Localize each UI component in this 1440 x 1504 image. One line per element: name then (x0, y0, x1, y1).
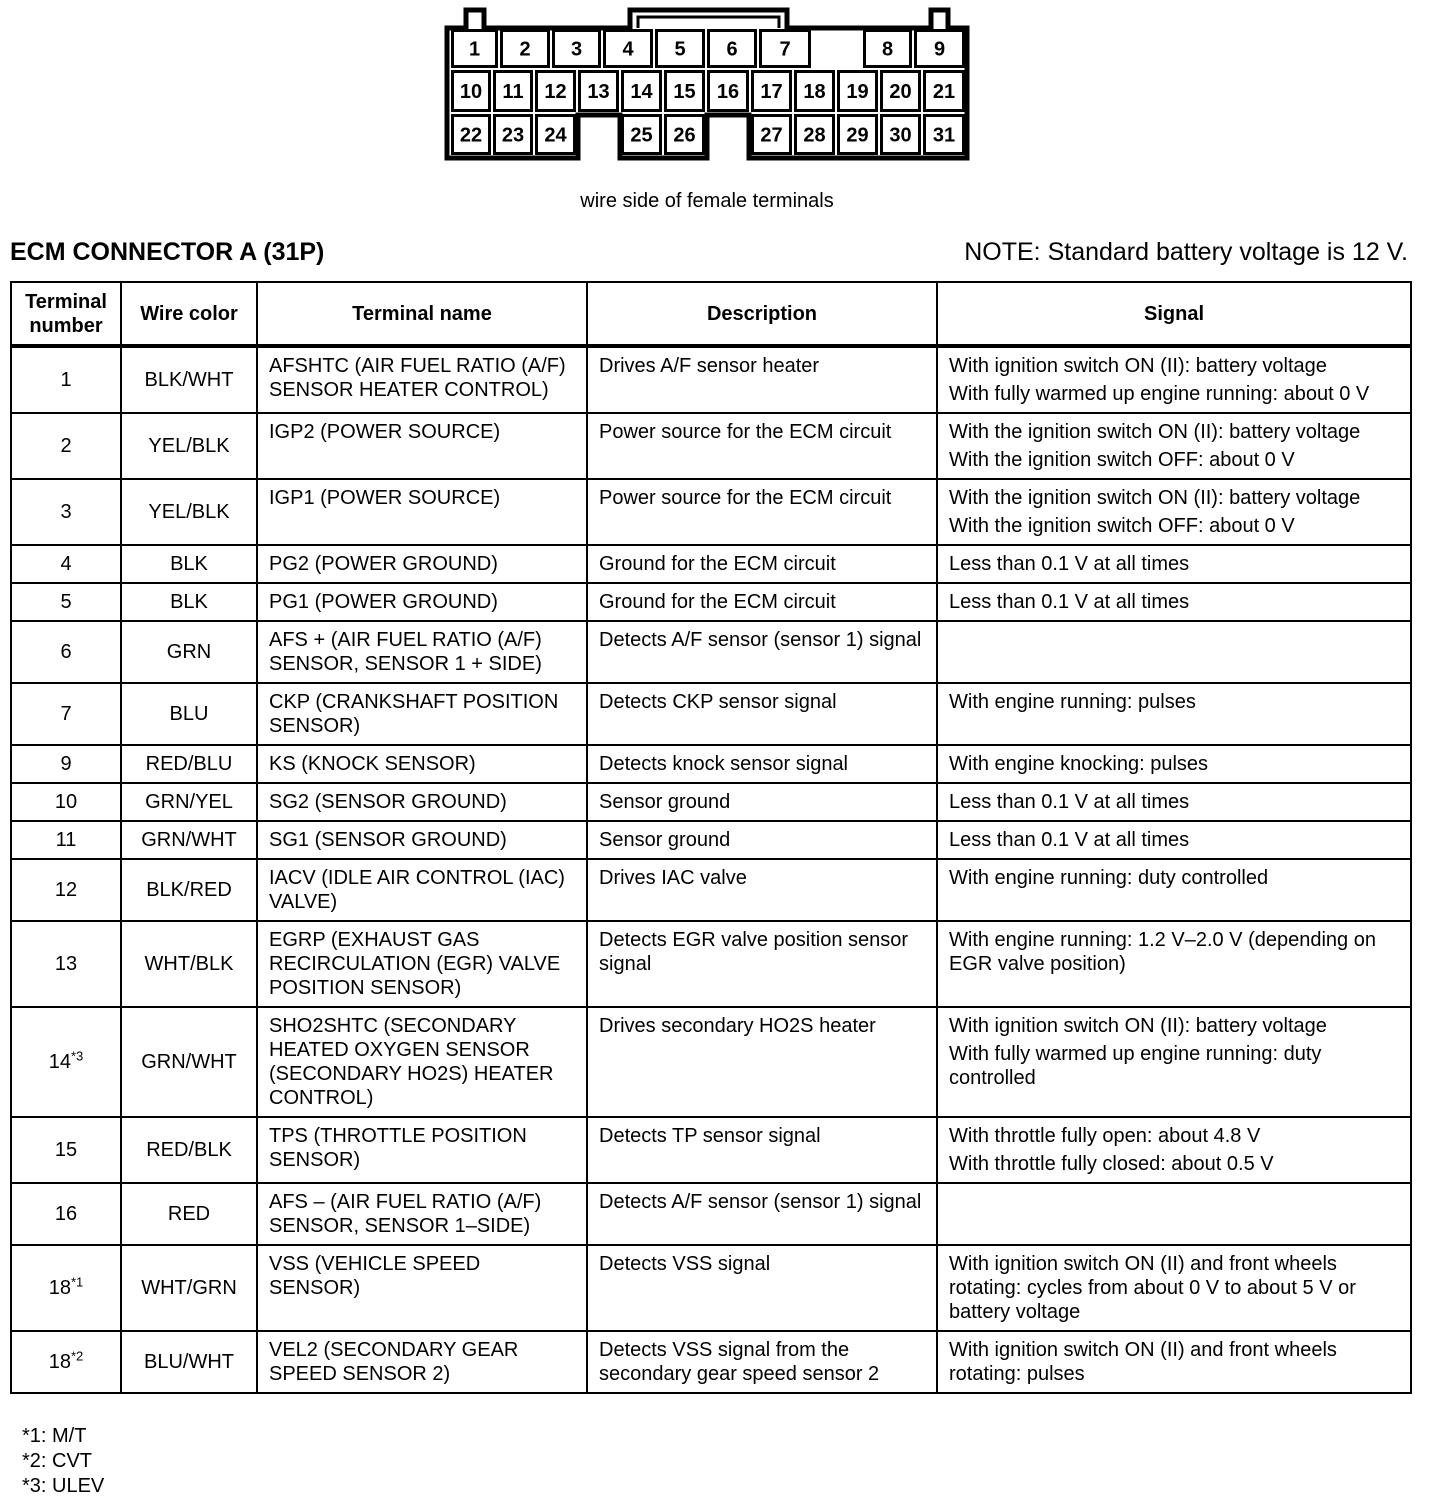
cell-terminal-name: IGP1 (POWER SOURCE) (257, 479, 587, 545)
connector-terminal-label: 23 (501, 124, 525, 147)
cell-terminal-number (11, 583, 121, 621)
cell-terminal-number (11, 621, 121, 683)
signal-line: With the ignition switch ON (II): battery voltage (949, 421, 1361, 443)
terminal-number: 18 (48, 1277, 71, 1299)
connector-terminal-label: 17 (760, 81, 783, 103)
table-row (11, 859, 1411, 921)
cell-wire-color: BLU (121, 683, 257, 745)
table-row (11, 346, 1411, 413)
cell-terminal-number (11, 413, 121, 479)
cell-signal (937, 745, 1411, 783)
connector-terminal-label: 10 (459, 81, 483, 103)
connector-terminal-label: 9 (933, 38, 946, 61)
footnote-item: *2: CVT (22, 1450, 93, 1472)
cell-signal (937, 1331, 1411, 1393)
connector-terminal-label: 7 (779, 38, 791, 61)
cell-wire-color: YEL/BLK (121, 479, 257, 545)
cell-description: Detects TP sensor signal (587, 1117, 937, 1183)
connector-terminal-label: 29 (846, 124, 869, 147)
signal-line: With ignition switch ON (II): battery voltage (949, 1015, 1327, 1037)
cell-terminal-number (11, 859, 121, 921)
cell-terminal-name: AFSHTC (AIR FUEL RATIO (A/F) SENSOR HEATER CONTROL) (257, 346, 587, 413)
cell-terminal-name: AFS – (AIR FUEL RATIO (A/F) SENSOR, SENSOR 1–SIDE) (257, 1183, 587, 1245)
connector-terminal-label: 3 (570, 38, 583, 61)
cell-terminal-name: IGP2 (POWER SOURCE) (257, 413, 587, 479)
connector-terminal-label: 5 (674, 38, 686, 61)
header-terminal-line1: Terminal (25, 290, 107, 313)
connector-terminal-label: 8 (881, 38, 894, 61)
terminal-number: 4 (60, 553, 72, 575)
signal-line: With engine running: pulses (949, 691, 1196, 713)
page-title: ECM CONNECTOR A (31P) (10, 238, 325, 266)
cell-terminal-name: VEL2 (SECONDARY GEAR SPEED SENSOR 2) (257, 1331, 587, 1393)
cell-wire-color: GRN/YEL (121, 783, 257, 821)
terminal-number: 1 (60, 369, 72, 391)
cell-signal (937, 413, 1411, 479)
cell-terminal-number (11, 821, 121, 859)
table-row (11, 621, 1411, 683)
header-terminal-name: Terminal name (257, 282, 587, 346)
cell-signal (937, 921, 1411, 1007)
terminal-number: 3 (60, 501, 72, 523)
cell-description: Drives IAC valve (587, 859, 937, 921)
connector-terminal-label: 18 (803, 81, 826, 103)
table-row (11, 1117, 1411, 1183)
connector-caption: wire side of female terminals (580, 190, 834, 212)
cell-description: Detects CKP sensor signal (587, 683, 937, 745)
cell-terminal-number (11, 783, 121, 821)
cell-description: Detects VSS signal from the secondary gear speed sensor 2 (587, 1331, 937, 1393)
cell-wire-color: YEL/BLK (121, 413, 257, 479)
connector-diagram (0, 0, 1440, 170)
header-wire-color: Wire color (121, 282, 257, 346)
cell-signal (937, 1117, 1411, 1183)
terminal-number: 6 (60, 641, 72, 663)
footnotes (22, 1424, 104, 1499)
table-row (11, 479, 1411, 545)
cell-wire-color: WHT/GRN (121, 1245, 257, 1331)
cell-terminal-name: IACV (IDLE AIR CONTROL (IAC) VALVE) (257, 859, 587, 921)
cell-wire-color: BLK (121, 545, 257, 583)
terminal-number: 14 (48, 1051, 71, 1073)
footnote-item: *1: M/T (22, 1425, 87, 1447)
cell-wire-color: GRN (121, 621, 257, 683)
cell-wire-color: BLK (121, 583, 257, 621)
cell-wire-color: BLU/WHT (121, 1331, 257, 1393)
connector-terminal-label: 26 (673, 124, 696, 147)
cell-signal (937, 1245, 1411, 1331)
cell-wire-color: GRN/WHT (121, 1007, 257, 1117)
cell-signal (937, 1183, 1411, 1245)
cell-terminal-name: CKP (CRANKSHAFT POSITION SENSOR) (257, 683, 587, 745)
cell-signal (937, 783, 1411, 821)
cell-description: Detects VSS signal (587, 1245, 937, 1331)
cell-signal (937, 621, 1411, 683)
footnote-item: *3: ULEV (22, 1475, 105, 1497)
connector-terminal-label: 27 (760, 124, 783, 147)
connector-terminal-label: 24 (544, 124, 567, 147)
header-terminal-number (11, 282, 121, 346)
terminal-number: 16 (54, 1203, 78, 1225)
signal-line: With ignition switch ON (II): battery voltage (949, 355, 1327, 377)
cell-terminal-number (11, 1007, 121, 1117)
terminal-number: 18 (48, 1351, 71, 1373)
cell-description: Detects A/F sensor (sensor 1) signal (587, 621, 937, 683)
table-row (11, 1183, 1411, 1245)
cell-terminal-number (11, 683, 121, 745)
cell-terminal-name: KS (KNOCK SENSOR) (257, 745, 587, 783)
cell-terminal-number (11, 346, 121, 413)
cell-description: Drives secondary HO2S heater (587, 1007, 937, 1117)
signal-line: With the ignition switch OFF: about 0 V (949, 449, 1295, 471)
cell-terminal-name: AFS + (AIR FUEL RATIO (A/F) SENSOR, SENSOR 1 + SIDE) (257, 621, 587, 683)
cell-description: Detects A/F sensor (sensor 1) signal (587, 1183, 937, 1245)
connector-terminal-label: 11 (502, 81, 524, 103)
signal-line: Less than 0.1 V at all times (949, 553, 1190, 575)
cell-description: Ground for the ECM circuit (587, 583, 937, 621)
cell-terminal-number (11, 479, 121, 545)
connector-terminal-label: 28 (803, 124, 826, 147)
terminal-number: 9 (60, 753, 72, 775)
cell-description: Detects EGR valve position sensor signal (587, 921, 937, 1007)
header-terminal-line2: number (29, 314, 103, 337)
cell-signal (937, 859, 1411, 921)
signal-line: Less than 0.1 V at all times (949, 791, 1190, 813)
signal-line: Less than 0.1 V at all times (949, 829, 1190, 851)
connector-terminal-label: 21 (932, 81, 956, 103)
cell-wire-color: BLK/WHT (121, 346, 257, 413)
connector-terminal-label: 31 (932, 124, 956, 147)
cell-description: Sensor ground (587, 821, 937, 859)
signal-line: With throttle fully closed: about 0.5 V (949, 1153, 1274, 1175)
cell-signal (937, 545, 1411, 583)
signal-line: With ignition switch ON (II) and front wheels rotating: pulses (949, 1339, 1337, 1385)
terminal-number: 11 (55, 829, 77, 851)
cell-terminal-name: PG2 (POWER GROUND) (257, 545, 587, 583)
cell-terminal-number (11, 1183, 121, 1245)
table-body (11, 346, 1411, 1393)
terminal-number: 15 (54, 1139, 78, 1161)
cell-wire-color: RED (121, 1183, 257, 1245)
footnote-marker: *1 (70, 1274, 84, 1290)
connector-terminal-label: 15 (673, 81, 696, 103)
cell-wire-color: WHT/BLK (121, 921, 257, 1007)
connector-terminal-label: 22 (459, 124, 483, 147)
signal-line: With ignition switch ON (II) and front wheels rotating: cycles from about 0 V to about 5 V or battery voltage (949, 1253, 1356, 1323)
cell-terminal-name: EGRP (EXHAUST GAS RECIRCULATION (EGR) VALVE POSITION SENSOR) (257, 921, 587, 1007)
cell-terminal-number (11, 1331, 121, 1393)
cell-terminal-name: SHO2SHTC (SECONDARY HEATED OXYGEN SENSOR (SECONDARY HO2S) HEATER CONTROL) (257, 1007, 587, 1117)
table-row (11, 545, 1411, 583)
signal-line: Less than 0.1 V at all times (949, 591, 1190, 613)
cell-description: Detects knock sensor signal (587, 745, 937, 783)
terminal-number: 2 (60, 435, 72, 457)
table-row (11, 921, 1411, 1007)
table-row (11, 821, 1411, 859)
cell-wire-color: RED/BLU (121, 745, 257, 783)
terminal-number: 13 (54, 953, 78, 975)
terminal-number: 5 (60, 591, 72, 613)
connector-terminal-label: 14 (630, 81, 653, 103)
signal-line: With throttle fully open: about 4.8 V (949, 1125, 1261, 1147)
cell-description: Ground for the ECM circuit (587, 545, 937, 583)
cell-description: Power source for the ECM circuit (587, 479, 937, 545)
cell-terminal-number (11, 1245, 121, 1331)
terminal-number: 12 (54, 879, 78, 901)
table-header-row (11, 282, 1411, 346)
cell-terminal-name: PG1 (POWER GROUND) (257, 583, 587, 621)
signal-line: With engine knocking: pulses (949, 753, 1209, 775)
cell-signal (937, 821, 1411, 859)
cell-terminal-number (11, 921, 121, 1007)
signal-line: With fully warmed up engine running: duty controlled (949, 1043, 1322, 1089)
cell-terminal-name: SG2 (SENSOR GROUND) (257, 783, 587, 821)
cell-terminal-number (11, 545, 121, 583)
connector-terminal-label: 4 (622, 38, 634, 61)
terminal-number: 10 (54, 791, 78, 813)
footnote-marker: *3 (70, 1048, 84, 1064)
cell-signal (937, 683, 1411, 745)
table-row (11, 745, 1411, 783)
table-row (11, 413, 1411, 479)
signal-line: With engine running: duty controlled (949, 867, 1269, 889)
connector-terminal-label: 25 (630, 124, 653, 147)
connector-terminal-label: 6 (726, 38, 738, 61)
cell-wire-color: RED/BLK (121, 1117, 257, 1183)
cell-terminal-name: SG1 (SENSOR GROUND) (257, 821, 587, 859)
table-row (11, 1007, 1411, 1117)
cell-terminal-name: VSS (VEHICLE SPEED SENSOR) (257, 1245, 587, 1331)
connector-terminal-label: 19 (846, 81, 869, 103)
cell-description: Power source for the ECM circuit (587, 413, 937, 479)
cell-signal (937, 1007, 1411, 1117)
cell-signal (937, 583, 1411, 621)
table-row (11, 1331, 1411, 1393)
cell-wire-color: GRN/WHT (121, 821, 257, 859)
signal-line: With the ignition switch OFF: about 0 V (949, 515, 1295, 537)
signal-line: With the ignition switch ON (II): battery voltage (949, 487, 1361, 509)
connector-terminal-label: 13 (587, 81, 610, 103)
footnote-marker: *2 (70, 1348, 84, 1364)
cell-terminal-number (11, 1117, 121, 1183)
connector-terminal-label: 30 (889, 124, 912, 147)
header-signal: Signal (937, 282, 1411, 346)
signal-line: With engine running: 1.2 V–2.0 V (depending on EGR valve position) (949, 929, 1376, 975)
connector-terminal-label: 12 (544, 81, 567, 103)
cell-terminal-name: TPS (THROTTLE POSITION SENSOR) (257, 1117, 587, 1183)
cell-signal (937, 479, 1411, 545)
cell-signal (937, 346, 1411, 413)
connector-terminal-label: 20 (889, 81, 912, 103)
cell-description: Sensor ground (587, 783, 937, 821)
cell-wire-color: BLK/RED (121, 859, 257, 921)
table-row (11, 583, 1411, 621)
connector-terminal-label: 16 (716, 81, 740, 103)
connector-terminal-label: 2 (519, 38, 531, 61)
connector-terminal-label: 1 (468, 38, 481, 61)
table-row (11, 683, 1411, 745)
table-row (11, 1245, 1411, 1331)
table-row (11, 783, 1411, 821)
cell-description: Drives A/F sensor heater (587, 346, 937, 413)
cell-terminal-number (11, 745, 121, 783)
terminal-number: 7 (60, 703, 72, 725)
battery-note: NOTE: Standard battery voltage is 12 V. (964, 238, 1408, 266)
signal-line: With fully warmed up engine running: about 0 V (949, 383, 1370, 405)
header-description: Description (587, 282, 937, 346)
ecm-terminal-table (10, 281, 1412, 1394)
